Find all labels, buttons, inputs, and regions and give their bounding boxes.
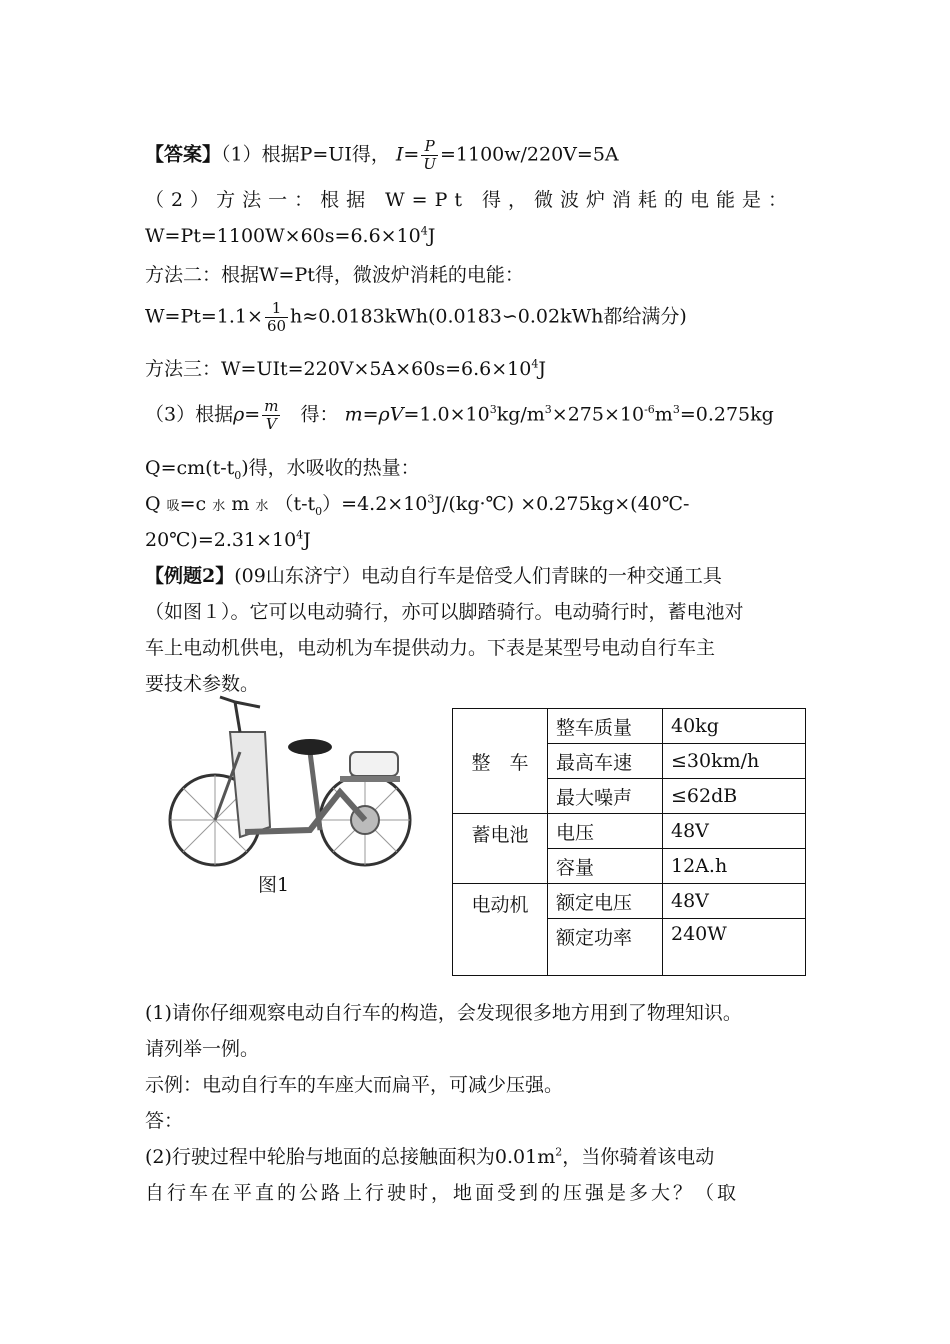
exp: 3 [672, 403, 680, 417]
answer-label: 【答案】 [145, 143, 222, 166]
group-motor: 电动机 [453, 884, 548, 976]
var-I: I [395, 143, 404, 166]
param-value: 240W [663, 919, 806, 976]
example-line-2 [145, 599, 810, 625]
question-text: (1)请你仔细观察电动自行车的构造，会发现很多地方用到了物理知识。 [145, 1002, 742, 1024]
param-value: 40kg [663, 709, 806, 744]
c: =c [179, 493, 207, 515]
example-text: 要技术参数。 [145, 673, 260, 693]
p3-get: 得： [300, 403, 339, 426]
p3-pre: （3）根据 [145, 403, 234, 426]
method2-text: 方法二：根据W=Pt得，微波炉消耗的电能： [145, 264, 524, 286]
frac-num: P [421, 138, 438, 156]
answer-line-8 [145, 455, 810, 481]
sub: 吸 [166, 499, 180, 514]
example-text: 车上电动机供电，电动机为车提供动力。下表是某型号电动自行车主 [145, 637, 716, 659]
val: =1.0×10 [403, 403, 490, 426]
example-line-3 [145, 635, 810, 661]
group-battery: 蓄电池 [453, 814, 548, 884]
param-name: 电压 [548, 814, 663, 849]
sub: 水 [255, 499, 269, 514]
param-name: 整车质量 [548, 709, 663, 744]
exp: 3 [489, 403, 497, 417]
exp: 3 [427, 492, 435, 506]
table-row [453, 709, 806, 744]
fraction-1-over-60 [265, 300, 288, 335]
t: （t-t [274, 493, 316, 515]
q: Q [145, 493, 161, 515]
frac-den: V [265, 415, 277, 433]
answer-line-10 [145, 527, 810, 553]
val: m [654, 403, 673, 426]
param-name: 最高车速 [548, 744, 663, 779]
val: ）=4.2×10 [322, 493, 428, 515]
answer-p1-suffix: =1100w/220V=5A [439, 143, 619, 166]
answer-line-4 [145, 262, 810, 288]
rho-v: =ρV [362, 403, 404, 426]
param-value: 48V [663, 884, 806, 919]
table-row [453, 814, 806, 849]
sub: 水 [212, 499, 226, 514]
var-m: m [344, 403, 363, 426]
answer-line-6 [145, 356, 810, 382]
example-label: 【例题2】 [145, 565, 235, 587]
val: =0.275kg [679, 403, 774, 426]
frac-num: 1 [265, 300, 288, 318]
fraction-m-over-V [262, 398, 280, 433]
figure-caption: 图1 [258, 874, 290, 896]
question-1-line-1 [145, 1000, 810, 1026]
question-text: (2)行驶过程中轮胎与地面的总接触面积为0.01m [145, 1146, 556, 1168]
answer-line-3 [145, 223, 810, 249]
q-text: )得，水吸收的热量： [241, 457, 420, 479]
param-name: 额定电压 [548, 884, 663, 919]
question-1-answer [145, 1108, 810, 1134]
param-name: 额定功率 [548, 919, 663, 976]
q-formula: Q=cm(t-t [145, 457, 235, 479]
answer-line-9 [145, 491, 810, 520]
answer-line-1 [145, 138, 810, 173]
frac-num: m [264, 397, 279, 415]
answer-p1-prefix: （1）根据P=UI得， [221, 143, 390, 166]
answer-prompt: 答： [145, 1110, 184, 1132]
param-value: 12A.h [663, 849, 806, 884]
method2-post: h≈0.0183kWh(0.0183∽0.02kWh都给满分) [290, 305, 687, 328]
unit: J [538, 358, 546, 380]
spec-table [452, 708, 806, 976]
param-value: 48V [663, 814, 806, 849]
fraction-P-over-U [421, 138, 438, 173]
question-2-line-1 [145, 1144, 810, 1170]
method3-text: 方法三：W=UIt=220V×5A×60s=6.6×10 [145, 358, 532, 380]
answer-line-5 [145, 300, 810, 344]
exp: 4 [296, 528, 304, 542]
table-row [453, 884, 806, 919]
electric-bicycle-image [160, 692, 430, 872]
question-2-line-2 [145, 1180, 810, 1206]
sub: 0 [315, 504, 323, 518]
answer-line-7 [145, 398, 810, 442]
frac-den: U [423, 155, 436, 173]
method1-formula: W=Pt=1100W×60s=6.6×10 [145, 225, 421, 247]
unit: J [427, 225, 436, 247]
var-rho: ρ [233, 403, 245, 426]
question-text: 请列举一例。 [145, 1038, 260, 1060]
val: J/(kg·℃) ×0.275kg×(40℃- [434, 493, 690, 515]
exp: 4 [531, 357, 539, 371]
equals: = [244, 403, 261, 426]
example-text: （如图１）。它可以电动骑行，亦可以脚踏骑行。电动骑行时，蓄电池对 [145, 601, 744, 623]
group-vehicle: 整 车 [453, 709, 548, 814]
sub: 0 [234, 468, 242, 482]
param-value: ≤30km/h [663, 744, 806, 779]
question-1-line-2 [145, 1036, 810, 1062]
val: ×275×10 [551, 403, 645, 426]
example-line-1 [145, 563, 810, 589]
question-text: 示例：电动自行车的车座大而扁平，可减少压强。 [145, 1074, 564, 1096]
param-name: 容量 [548, 849, 663, 884]
unit: J [303, 529, 311, 551]
method2-pre: W=Pt=1.1× [145, 305, 263, 328]
val: 20℃)=2.31×10 [145, 529, 297, 551]
param-value: ≤62dB [663, 779, 806, 814]
val: kg/m [496, 403, 545, 426]
example-line-4 [145, 671, 810, 693]
example-text: (09山东济宁）电动自行车是倍受人们青睐的一种交通工具 [234, 565, 722, 587]
question-text: ，当你骑着该电动 [562, 1146, 715, 1168]
param-name: 最大噪声 [548, 779, 663, 814]
answer-line-2 [145, 187, 810, 213]
exp: -6 [644, 403, 655, 417]
exp: 4 [420, 224, 428, 238]
exp: 3 [544, 403, 552, 417]
question-1-example [145, 1072, 810, 1098]
exp: 2 [555, 1145, 563, 1159]
method1-text: （2）方法一：根据 W=Pt 得，微波炉消耗的电能是： [145, 189, 795, 211]
m: m [231, 493, 250, 515]
equals: = [403, 143, 420, 166]
frac-den: 60 [266, 317, 287, 335]
question-text: 自行车在平直的公路上行驶时，地面受到的压强是多大？（取 [145, 1182, 740, 1204]
